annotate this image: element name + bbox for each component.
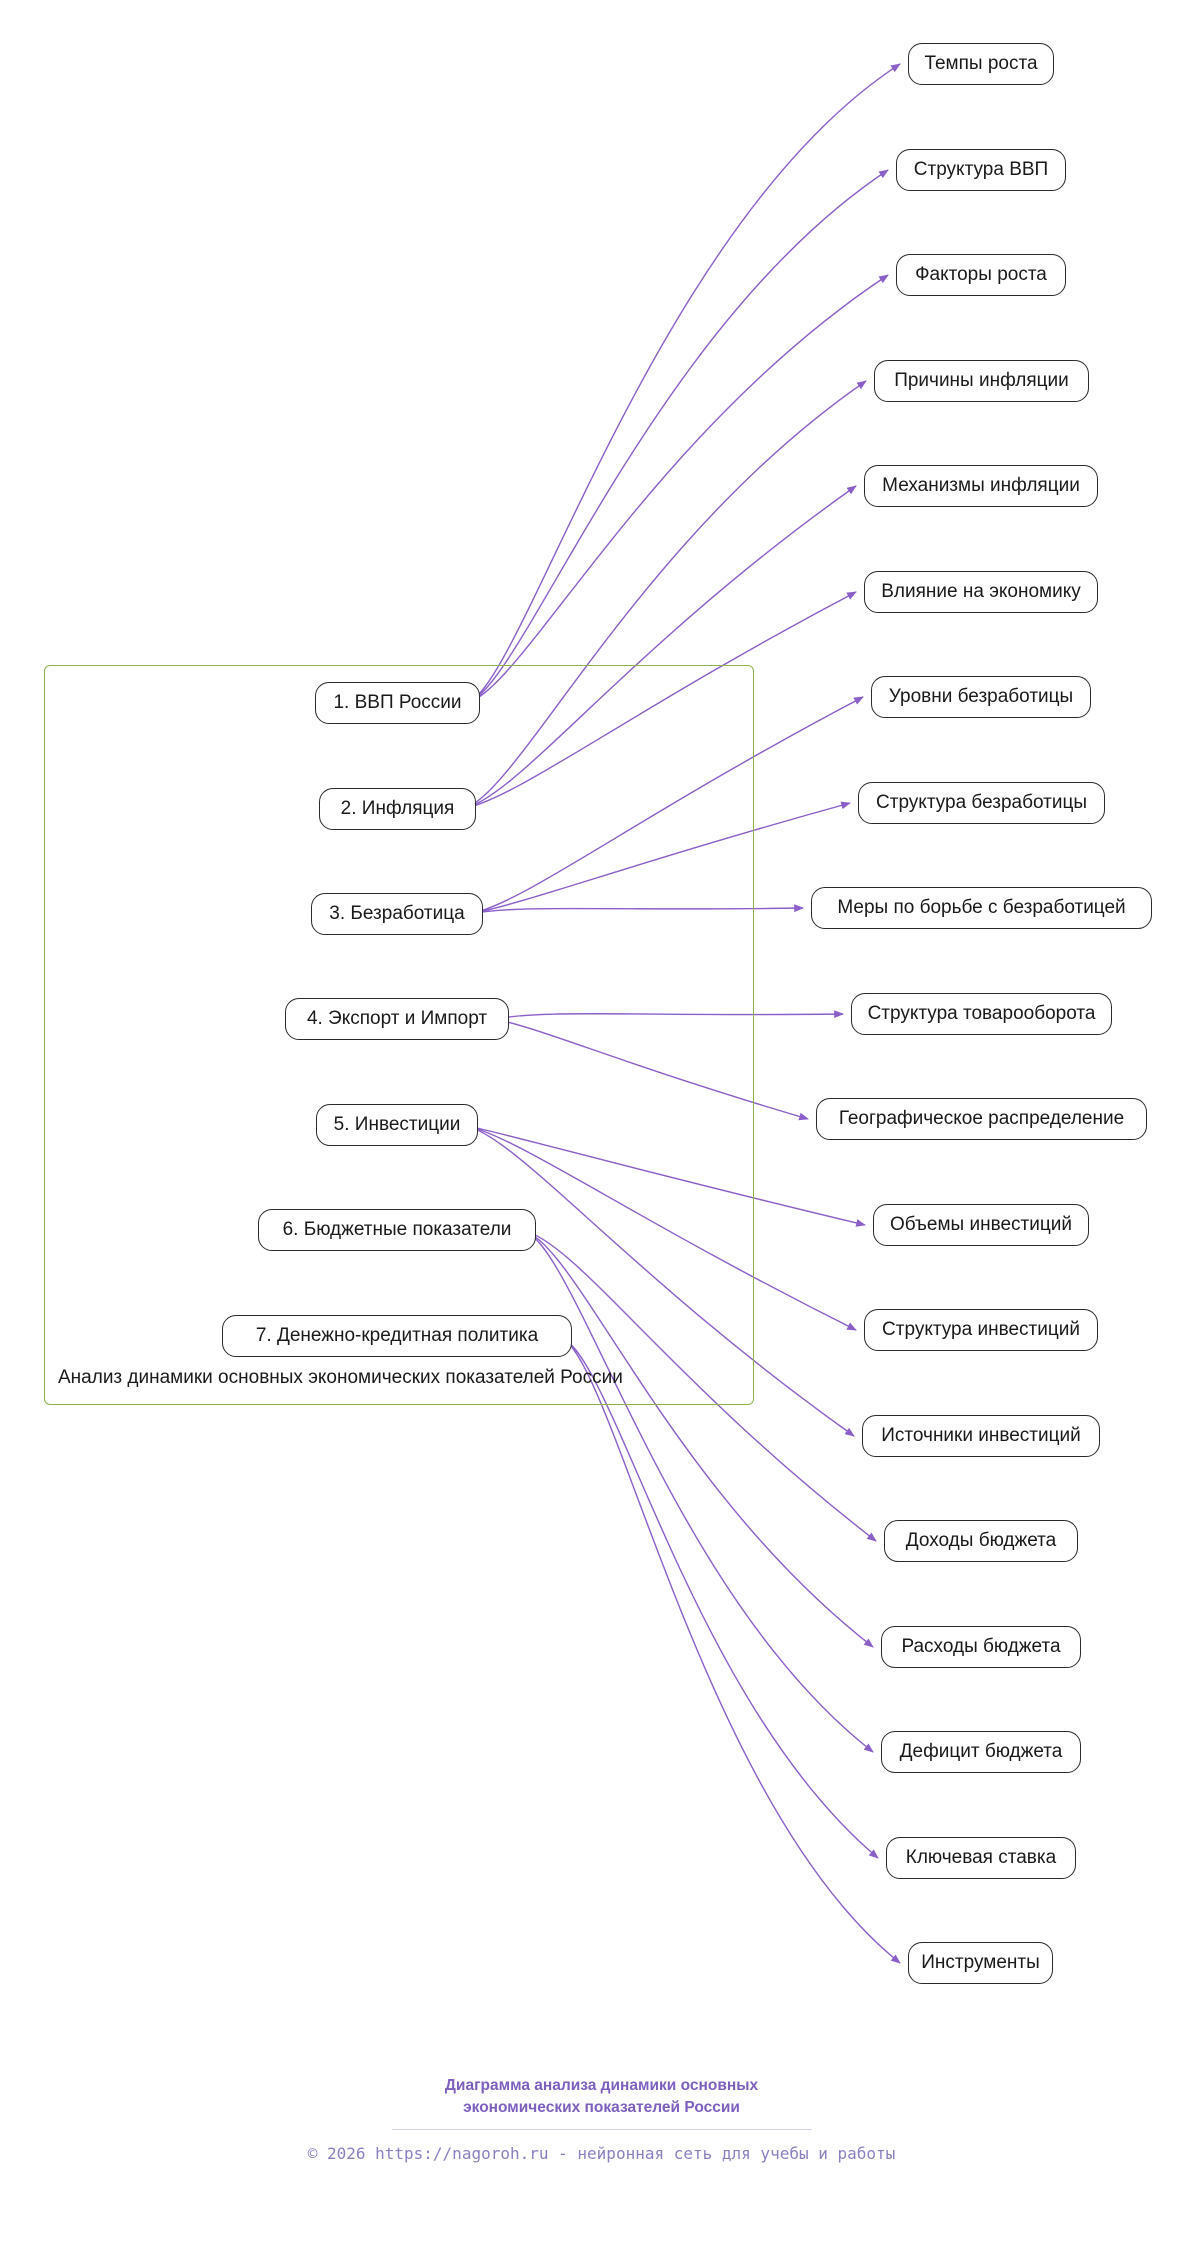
node-indicator-5[interactable]: 5. Инвестиции: [316, 1104, 478, 1146]
node-subtopic-13[interactable]: Структура инвестиций: [864, 1309, 1098, 1351]
footer-title-line-2: экономических показателей России: [463, 2099, 740, 2117]
footer-credit: © 2026 https://nagoroh.ru - нейронная сеть для учебы и работы: [307, 2143, 896, 2163]
node-subtopic-17[interactable]: Дефицит бюджета: [881, 1731, 1081, 1773]
node-subtopic-5[interactable]: Механизмы инфляции: [864, 465, 1098, 507]
footer-title: [0, 2075, 1203, 2120]
node-subtopic-18[interactable]: Ключевая ставка: [886, 1837, 1076, 1879]
edge-n1-to-r1: [466, 64, 900, 703]
node-subtopic-19[interactable]: Инструменты: [908, 1942, 1053, 1984]
node-subtopic-4[interactable]: Причины инфляции: [874, 360, 1089, 402]
node-indicator-1[interactable]: 1. ВВП России: [315, 682, 480, 724]
node-indicator-6[interactable]: 6. Бюджетные показатели: [258, 1209, 536, 1251]
node-indicator-3[interactable]: 3. Безработица: [311, 893, 483, 935]
node-subtopic-9[interactable]: Меры по борьбе с безработицей: [811, 887, 1152, 929]
node-subtopic-16[interactable]: Расходы бюджета: [881, 1626, 1081, 1668]
node-subtopic-7[interactable]: Уровни безработицы: [871, 676, 1091, 718]
edge-n7-to-r19: [558, 1336, 900, 1963]
edge-n1-to-r3: [466, 275, 888, 703]
node-subtopic-2[interactable]: Структура ВВП: [896, 149, 1066, 191]
node-subtopic-3[interactable]: Факторы роста: [896, 254, 1066, 296]
node-subtopic-11[interactable]: Географическое распределение: [816, 1098, 1147, 1140]
node-subtopic-1[interactable]: Темпы роста: [908, 43, 1054, 85]
node-subtopic-8[interactable]: Структура безработицы: [858, 782, 1105, 824]
cluster-label: Анализ динамики основных экономических показателей России: [58, 1367, 623, 1388]
footer: [0, 2075, 1203, 2163]
node-indicator-4[interactable]: 4. Экспорт и Импорт: [285, 998, 509, 1040]
footer-divider: [392, 2129, 812, 2130]
node-indicator-2[interactable]: 2. Инфляция: [319, 788, 476, 830]
node-subtopic-15[interactable]: Доходы бюджета: [884, 1520, 1078, 1562]
node-indicator-7[interactable]: 7. Денежно-кредитная политика: [222, 1315, 572, 1357]
edge-n7-to-r18: [558, 1336, 878, 1858]
edge-n1-to-r2: [466, 170, 888, 703]
node-subtopic-10[interactable]: Структура товарооборота: [851, 993, 1112, 1035]
node-subtopic-12[interactable]: Объемы инвестиций: [873, 1204, 1089, 1246]
node-subtopic-6[interactable]: Влияние на экономику: [864, 571, 1098, 613]
node-subtopic-14[interactable]: Источники инвестиций: [862, 1415, 1100, 1457]
footer-title-line-1: Диаграмма анализа динамики основных: [444, 2077, 759, 2094]
